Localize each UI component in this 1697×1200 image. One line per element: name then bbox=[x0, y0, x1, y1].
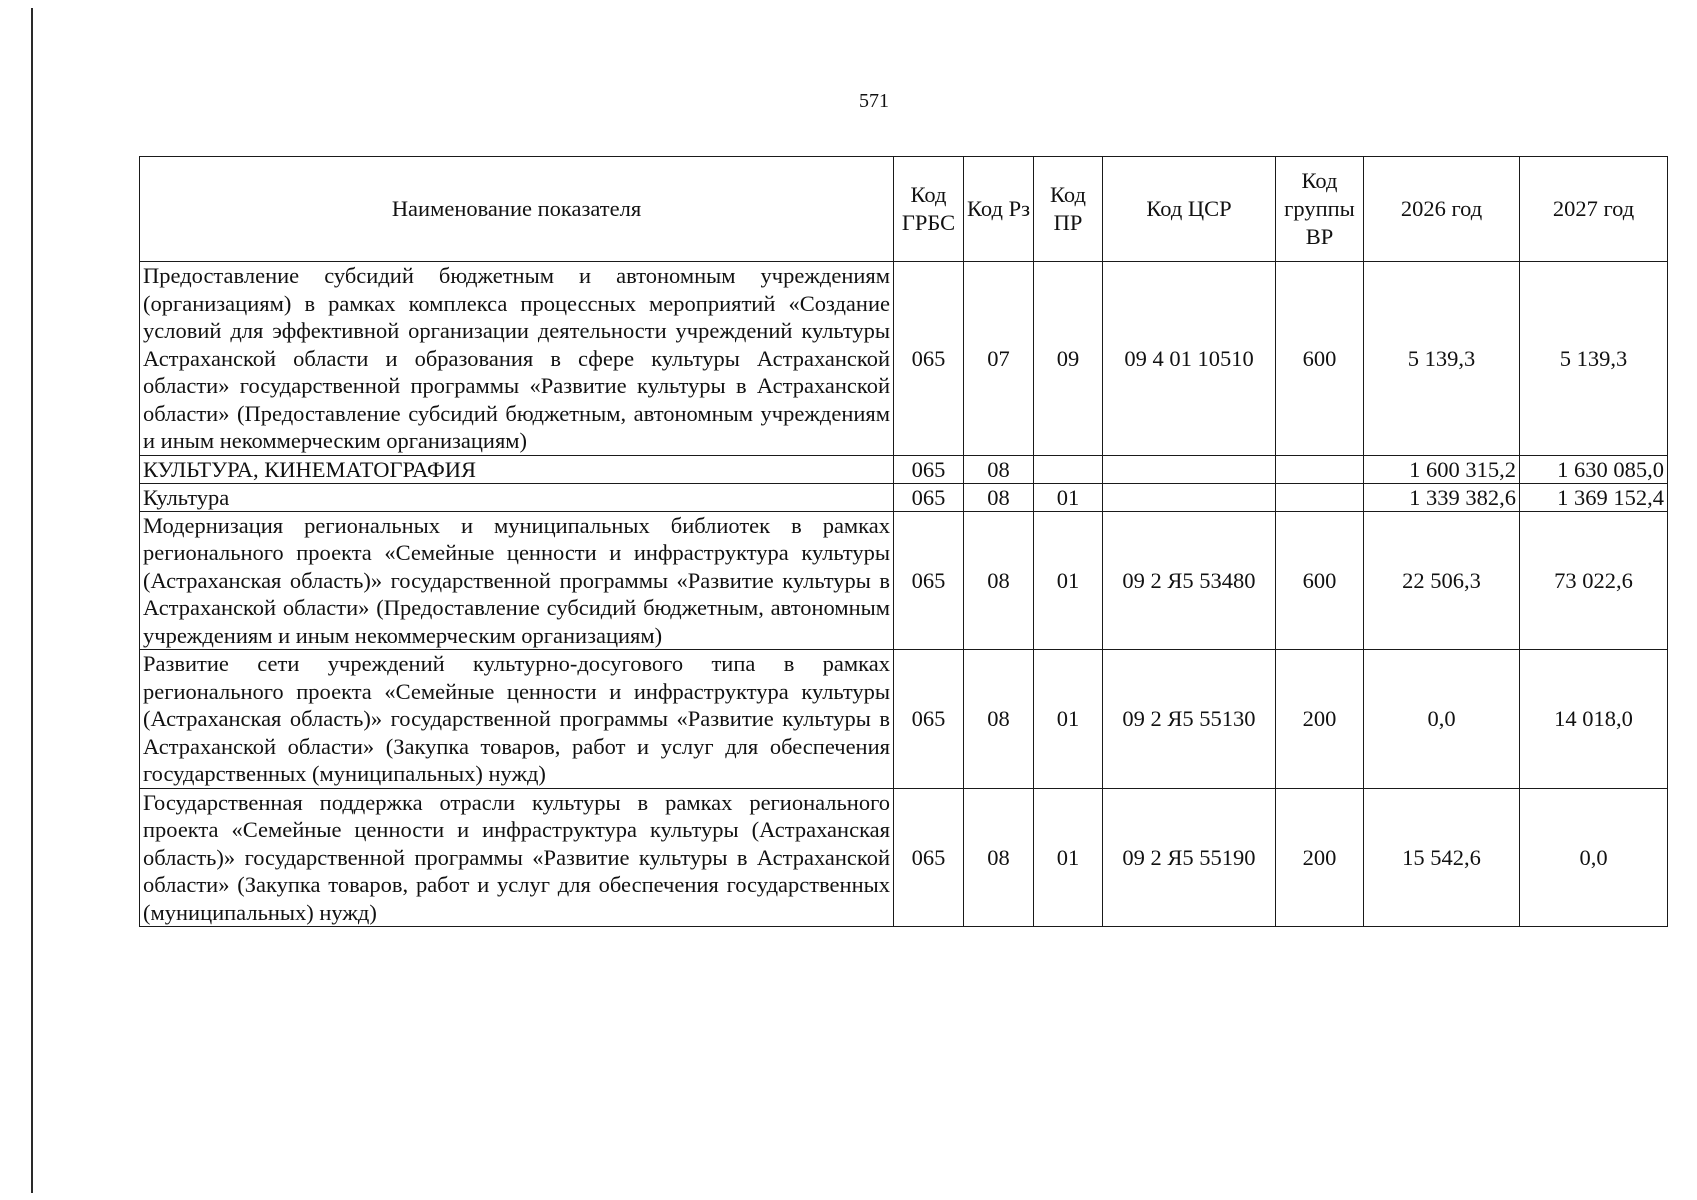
row-csr: 09 2 Я5 53480 bbox=[1103, 511, 1276, 650]
table-row bbox=[140, 511, 1668, 650]
row-grbs: 065 bbox=[894, 262, 964, 456]
row-2026: 5 139,3 bbox=[1364, 262, 1520, 456]
row-vr: 600 bbox=[1276, 262, 1364, 456]
row-2026: 1 600 315,2 bbox=[1364, 455, 1520, 483]
row-rz: 07 bbox=[964, 262, 1034, 456]
row-csr bbox=[1103, 455, 1276, 483]
row-2027: 0,0 bbox=[1520, 788, 1668, 927]
table-header-row bbox=[140, 157, 1668, 262]
row-grbs: 065 bbox=[894, 788, 964, 927]
row-2026: 1 339 382,6 bbox=[1364, 483, 1520, 511]
header-pr: Код ПР bbox=[1034, 157, 1103, 262]
row-name: Культура bbox=[140, 483, 894, 511]
header-vr: Код группы ВР bbox=[1276, 157, 1364, 262]
row-vr bbox=[1276, 483, 1364, 511]
row-2027: 1 369 152,4 bbox=[1520, 483, 1668, 511]
row-rz: 08 bbox=[964, 788, 1034, 927]
header-2027: 2027 год bbox=[1520, 157, 1668, 262]
header-rz: Код Рз bbox=[964, 157, 1034, 262]
table-row bbox=[140, 455, 1668, 483]
row-rz: 08 bbox=[964, 511, 1034, 650]
row-grbs: 065 bbox=[894, 511, 964, 650]
page-number: 571 bbox=[859, 90, 889, 112]
row-csr: 09 2 Я5 55190 bbox=[1103, 788, 1276, 927]
row-csr: 09 4 01 10510 bbox=[1103, 262, 1276, 456]
row-2026: 0,0 bbox=[1364, 650, 1520, 789]
row-pr: 01 bbox=[1034, 788, 1103, 927]
header-csr: Код ЦСР bbox=[1103, 157, 1276, 262]
row-rz: 08 bbox=[964, 650, 1034, 789]
row-grbs: 065 bbox=[894, 650, 964, 789]
row-name: Модернизация региональных и муниципальных библиотек в рамках регионального проекта «Семейные ценности и инфраструктура культуры (Астраханская область)» государственной программы «Развитие культуры в Астраханской области» (Предоставление субсидий бюджетным, автономным учреждениям и иным некоммерческим организациям) bbox=[140, 511, 894, 650]
row-2026: 22 506,3 bbox=[1364, 511, 1520, 650]
row-name: Государственная поддержка отрасли культуры в рамках регионального проекта «Семейные ценности и инфраструктура культуры (Астраханская область)» государственной программы «Развитие культуры в Астраханской области» (Закупка товаров, работ и услуг для обеспечения государственных (муниципальных) нужд) bbox=[140, 788, 894, 927]
row-2027: 5 139,3 bbox=[1520, 262, 1668, 456]
table-row bbox=[140, 262, 1668, 456]
page-margin-line bbox=[31, 8, 33, 1193]
row-vr bbox=[1276, 455, 1364, 483]
row-2026: 15 542,6 bbox=[1364, 788, 1520, 927]
header-2026: 2026 год bbox=[1364, 157, 1520, 262]
row-rz: 08 bbox=[964, 483, 1034, 511]
row-csr: 09 2 Я5 55130 bbox=[1103, 650, 1276, 789]
table-row bbox=[140, 483, 1668, 511]
row-vr: 600 bbox=[1276, 511, 1364, 650]
table-row bbox=[140, 650, 1668, 789]
row-pr: 01 bbox=[1034, 483, 1103, 511]
row-csr bbox=[1103, 483, 1276, 511]
row-rz: 08 bbox=[964, 455, 1034, 483]
row-2027: 14 018,0 bbox=[1520, 650, 1668, 789]
row-pr: 09 bbox=[1034, 262, 1103, 456]
row-pr: 01 bbox=[1034, 511, 1103, 650]
row-pr bbox=[1034, 455, 1103, 483]
header-name: Наименование показателя bbox=[140, 157, 894, 262]
header-grbs: Код ГРБС bbox=[894, 157, 964, 262]
row-2027: 1 630 085,0 bbox=[1520, 455, 1668, 483]
row-name: КУЛЬТУРА, КИНЕМАТОГРАФИЯ bbox=[140, 455, 894, 483]
table-row bbox=[140, 788, 1668, 927]
row-name: Развитие сети учреждений культурно-досугового типа в рамках регионального проекта «Семейные ценности и инфраструктура культуры (Астраханская область)» государственной программы «Развитие культуры в Астраханской области» (Закупка товаров, работ и услуг для обеспечения государственных (муниципальных) нужд) bbox=[140, 650, 894, 789]
row-2027: 73 022,6 bbox=[1520, 511, 1668, 650]
row-vr: 200 bbox=[1276, 650, 1364, 789]
row-name: Предоставление субсидий бюджетным и автономным учреждениям (организациям) в рамках комплекса процессных мероприятий «Создание условий для эффективной организации деятельности учреждений культуры Астраханской области и образования в сфере культуры Астраханской области» государственной программы «Развитие культуры в Астраханской области» (Предоставление субсидий бюджетным, автономным учреждениям и иным некоммерческим организациям) bbox=[140, 262, 894, 456]
row-pr: 01 bbox=[1034, 650, 1103, 789]
row-grbs: 065 bbox=[894, 455, 964, 483]
budget-table bbox=[139, 156, 1668, 927]
row-vr: 200 bbox=[1276, 788, 1364, 927]
row-grbs: 065 bbox=[894, 483, 964, 511]
